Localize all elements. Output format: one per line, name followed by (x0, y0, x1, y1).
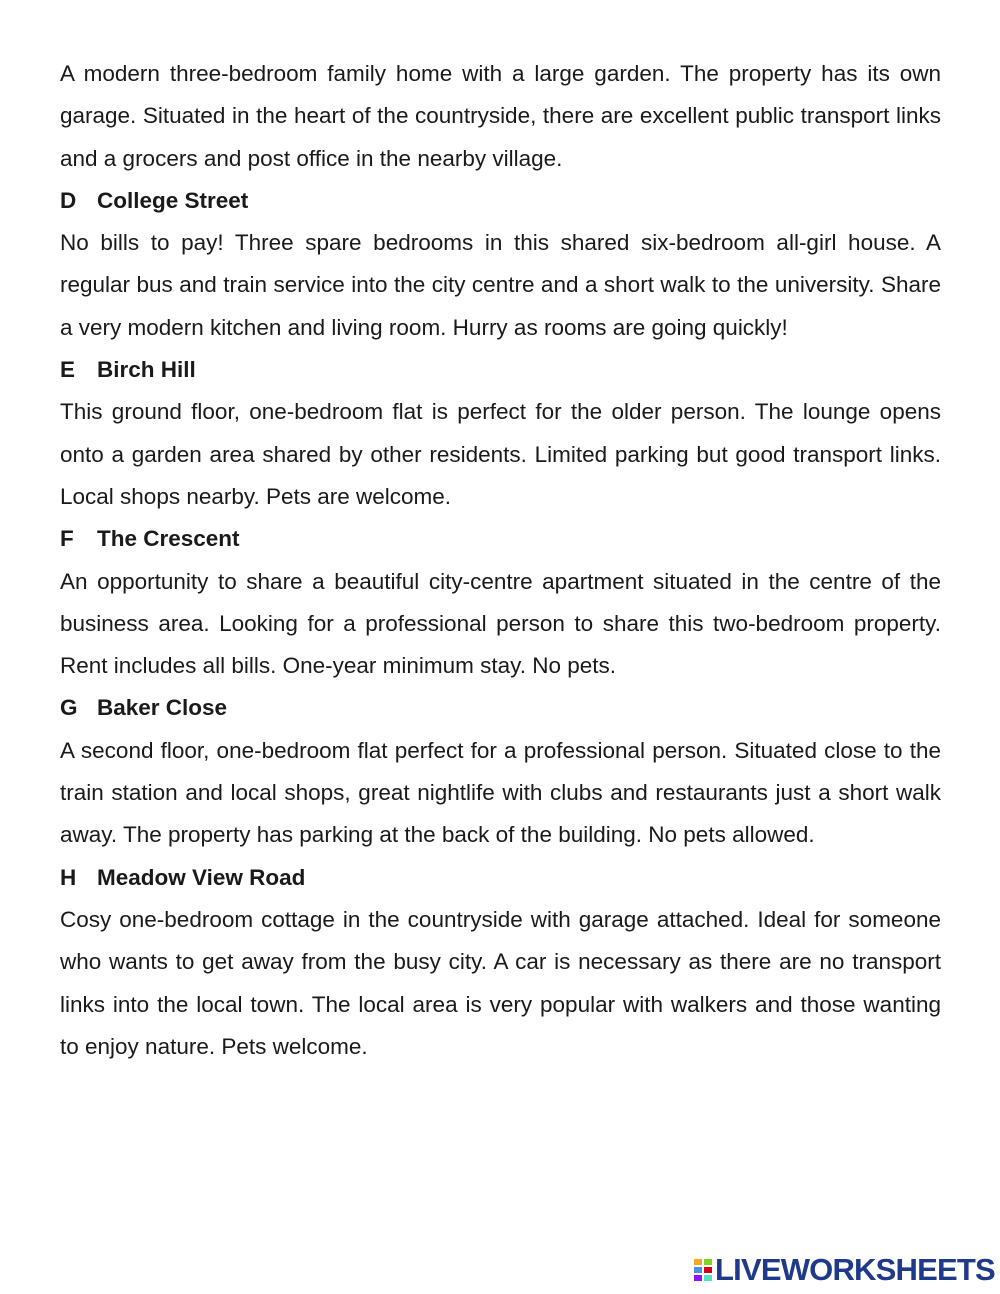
liveworksheets-logo[interactable] (693, 1252, 995, 1287)
listing-title: Meadow View Road (97, 864, 306, 890)
listing-d (60, 180, 941, 349)
listing-description: An opportunity to share a beautiful city-centre apartment situated in the centre of the business area. Looking for a professional person to share this two-bedroom property. Rent includes all bills. One-year minimum stay. No pets. (60, 568, 941, 679)
listing-heading (60, 857, 941, 899)
logo-mark-icon (693, 1258, 713, 1282)
logo-text: LIVEWORKSHEETS (715, 1252, 995, 1287)
logo-square (703, 1274, 713, 1282)
listing-g (60, 687, 941, 856)
listing-title: The Crescent (97, 526, 240, 552)
logo-square (703, 1266, 713, 1274)
logo-square (693, 1274, 703, 1282)
listing-letter: E (60, 357, 76, 383)
listing-heading (60, 687, 941, 729)
listing-letter: D (60, 187, 77, 213)
listing-description: This ground floor, one-bedroom flat is perfect for the older person. The lounge opens onto a garden area shared by other residents. Limited parking but good transport links. Local shops nearby. Pets are welcome. (60, 399, 941, 509)
listing-title: Baker Close (97, 695, 228, 721)
document-body (60, 53, 941, 1068)
listing-heading (60, 349, 941, 391)
logo-square (693, 1266, 703, 1274)
listing-heading (60, 518, 941, 560)
listing-title: College Street (97, 187, 249, 213)
logo-square (693, 1258, 703, 1266)
logo-square (703, 1258, 713, 1266)
listing-h (60, 857, 941, 1068)
listing-e (60, 349, 941, 518)
listing-description: No bills to pay! Three spare bedrooms in this shared six-bedroom all-girl house. A regular bus and train service into the city centre and a short walk to the university. Share a very modern kitchen and living room. Hurry as rooms are going quickly! (60, 230, 941, 340)
listing-f (60, 518, 941, 687)
listing-letter: H (60, 864, 77, 890)
listing-letter: G (60, 695, 78, 721)
listing-description: A second floor, one-bedroom flat perfect for a professional person. Situated close to the train station and local shops, great nightlife with clubs and restaurants just a short walk away. The property has parking at the back of the building. No pets allowed. (60, 737, 941, 848)
intro-paragraph: A modern three-bedroom family home with a large garden. The property has its own garage. Situated in the heart of the countryside, there are excellent public transport links and a grocers and post office in the nearby village. (60, 61, 941, 171)
listing-letter: F (60, 526, 74, 552)
listing-description: Cosy one-bedroom cottage in the countryside with garage attached. Ideal for someone who wants to get away from the busy city. A car is necessary as there are no transport links into the local town. The local area is very popular with walkers and those wanting to enjoy nature. Pets welcome. (60, 906, 941, 1059)
listing-heading (60, 180, 941, 222)
listing-title: Birch Hill (97, 357, 196, 383)
